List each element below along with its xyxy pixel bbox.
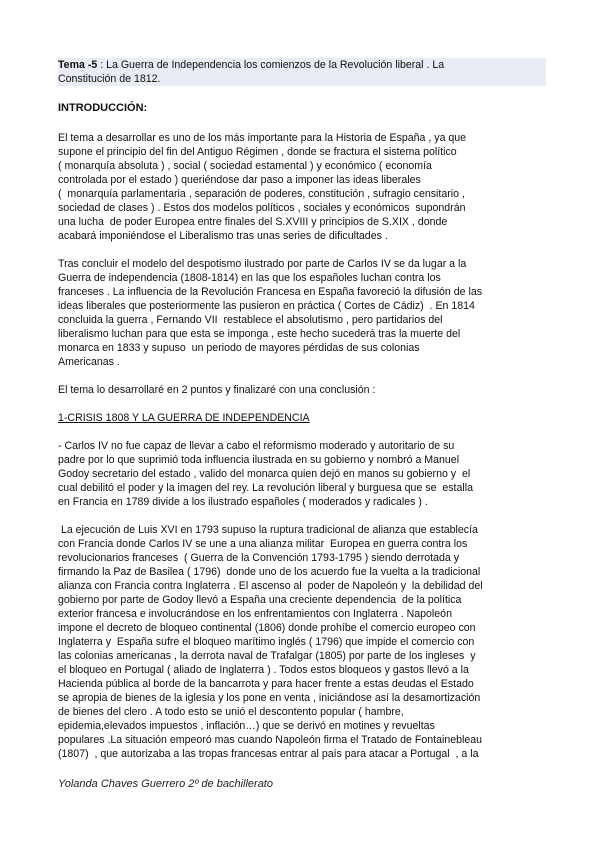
paragraph-line: ( monarquía parlamentaria , separación de poderes, constitución , sufragio censitario , [58,188,465,200]
title-prefix: Tema -5 [58,59,98,71]
paragraph-line: exterior francesa e involucrándose en los enfrentamientos con Inglaterra . Napoleón [58,608,452,620]
paragraph [58,257,546,369]
paragraph [58,131,546,243]
title-text-line2: Constitución de 1812. [58,73,161,85]
paragraph-line: Guerra de independencia (1808-1814) en las que los españoles luchan contra los [58,272,441,284]
paragraph-line: Americanas . [58,356,120,368]
paragraph-line: (1807) , que autorizaba a las tropas francesas entrar al país para atacar a Portugal , a la [58,748,479,760]
paragraph-line: controlada por el estado ) queriéndose dar paso a imponer las ideas liberales [58,174,421,186]
section1-heading: 1-CRISIS 1808 Y LA GUERRA DE INDEPENDENCIA [58,412,310,424]
paragraph-line: cual debilitó el poder y la imagen del rey. La revolución liberal y burguesa que se estalla [58,482,473,494]
paragraph-line: populares .La situación empeoró mas cuando Napoleón firma el Tratado de Fontainebleau [58,734,483,746]
document-page [58,58,546,775]
paragraph-line: Inglaterra y España sufre el bloqueo marítimo inglés ( 1796) que impide el comercio con [58,636,475,648]
paragraph [58,439,546,509]
paragraph [58,523,546,761]
paragraph-line: ( monarquía absoluta ) , social ( sociedad estamental ) y económico ( economía [58,160,432,172]
document-title [58,58,546,86]
section1-body [58,439,546,761]
paragraph-line: franceses . La influencia de la Revolución Francesa en España favoreció la difusión de las [58,286,483,298]
paragraph-line: concluida la guerra , Fernando VII restablece el absolutismo , pero partidarios del [58,314,443,326]
paragraph-line: padre por lo que suprimió toda influencia ilustrada en su gobierno y nombró a Manuel [58,454,460,466]
paragraph-line: sociedad de clases ) . Estos dos modelos políticos , sociales y económicos supondrán [58,202,466,214]
paragraph-line: Hacienda pública al borde de la bancarrota y para hacer frente a estas deudas el Estado [58,678,474,690]
paragraph-line: monarca en 1833 y supuso un periodo de mayores pérdidas de sus colonias [58,342,420,354]
paragraph-line: El tema a desarrollar es uno de los más importante para la Historia de España , ya que [58,132,467,144]
paragraph-line: gobierno por parte de Godoy llevó a España una creciente dependencia de la política [58,594,462,606]
paragraph-line: alianza con Francia contra Inglaterra . El ascenso al poder de Napoleón y la debilidad del [58,580,483,592]
paragraph-line: ideas liberales que posteriormente las pusieron en práctica ( Cortes de Cádiz) . En 1814 [58,300,475,312]
paragraph-line: con Francia donde Carlos IV se une a una alianza militar Europea en guerra contra los [58,538,468,550]
paragraph-line: impone el decreto de bloqueo continental (1806) donde prohíbe el comercio europeo con [58,622,476,634]
paragraph-line: revolucionarios franceses ( Guerra de la Convención 1793-1795 ) siendo derrotada y [58,552,460,564]
paragraph-line: Tras concluir el modelo del despotismo ilustrado por parte de Carlos IV se da lugar a la [58,258,467,270]
paragraph-line: supone el principio del fin del Antiguo Régimen , donde se fractura el sistema político [58,146,457,158]
intro-section [58,131,546,397]
paragraph-line: de bienes del clero . A todo esto se unió el descontento popular ( hambre, [58,706,404,718]
paragraph-line: acabará imponiéndose el Liberalismo tras unas series de dificultades . [58,230,388,242]
paragraph-line: firmando la Paz de Basilea ( 1796) donde uno de los acuerdo fue la vuelta a la tradicional [58,566,481,578]
paragraph-line: liberalismo luchan para que esta se imponga , este hecho sucederá tras la muerte del [58,328,461,340]
paragraph [58,383,546,397]
paragraph-line: una lucha de poder Europea entre finales del S.XVIII y principios de S.XIX , donde [58,216,448,228]
title-text-line1: : La Guerra de Independencia los comienzos de la Revolución liberal . La [97,59,445,71]
paragraph-line: Godoy secretario del estado , valido del monarca quien dejó en manos su gobierno y el [58,468,471,480]
paragraph-line: La ejecución de Luis XVI en 1793 supuso la ruptura tradicional de alianza que establecía [58,524,478,536]
paragraph-line: se apropia de bienes de la iglesia y los pone en venta , iniciándose así la desamortización [58,692,481,704]
paragraph-line: - Carlos IV no fue capaz de llevar a cabo el reformismo moderado y autoritario de su [58,440,455,452]
intro-heading: INTRODUCCIÓN: [58,102,148,114]
paragraph-line: epidemia,elevados impuestos , inflación…) que se derivó en motines y revueltas [58,720,435,732]
paragraph-line: en Francia en 1789 divide a los ilustrado españoles ( moderados y radicales ) . [58,496,428,508]
paragraph-line: el bloqueo en Portugal ( aliado de Inglaterra ) . Todos estos bloqueos y gastos llevó a la [58,664,469,676]
paragraph-line: las colonias americanas , la derrota naval de Trafalgar (1805) por parte de los ingleses y [58,650,476,662]
paragraph-line: El tema lo desarrollaré en 2 puntos y finalizaré con una conclusión : [58,384,376,396]
author-footer: Yolanda Chaves Guerrero 2º de bachillerato [58,778,273,790]
